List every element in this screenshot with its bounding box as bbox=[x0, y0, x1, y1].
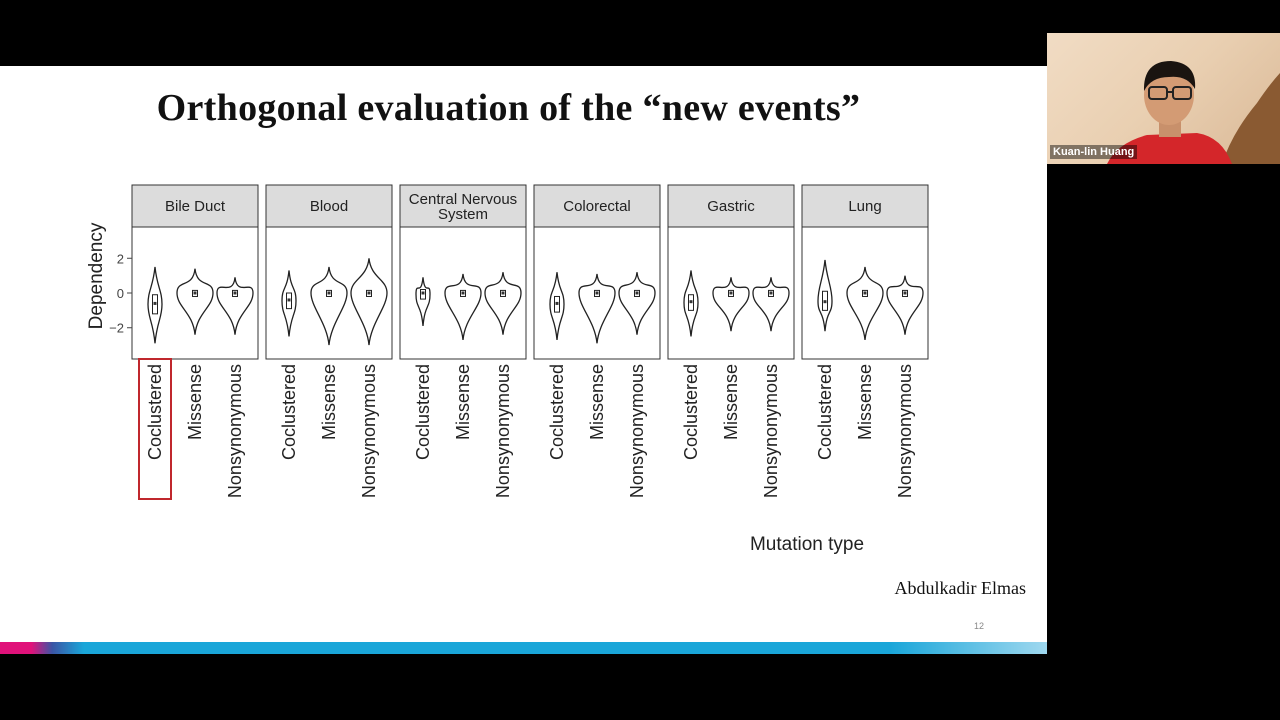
page-number: 12 bbox=[974, 621, 985, 631]
x-category-label: Nonsynonymous bbox=[359, 364, 379, 499]
facet-strip-label: Lung bbox=[848, 198, 882, 215]
violin-median-point bbox=[636, 292, 639, 295]
slide-bottom-bar bbox=[0, 642, 1047, 654]
x-category-label: Nonsynonymous bbox=[627, 364, 647, 499]
x-category-label: Missense bbox=[185, 364, 205, 441]
violin-median-point bbox=[904, 292, 907, 295]
violin-median-point bbox=[422, 292, 425, 295]
facet-panel bbox=[266, 185, 392, 359]
violin-median-point bbox=[234, 292, 237, 295]
facet-strip-label: Gastric bbox=[707, 198, 755, 215]
x-category-label: Coclustered bbox=[145, 364, 165, 461]
x-category-label: Nonsynonymous bbox=[225, 364, 245, 499]
x-category-labels bbox=[139, 359, 915, 499]
x-category-label: Coclustered bbox=[681, 364, 701, 461]
x-category-label: Nonsynonymous bbox=[895, 364, 915, 499]
violin-median-point bbox=[770, 292, 773, 295]
x-category-label: Missense bbox=[319, 364, 339, 441]
violin-median-point bbox=[556, 302, 559, 305]
violin-median-point bbox=[462, 292, 465, 295]
x-category-label: Missense bbox=[721, 364, 741, 441]
violin-median-point bbox=[730, 292, 733, 295]
x-category-label: Nonsynonymous bbox=[761, 364, 781, 499]
y-tick-label: 0 bbox=[116, 286, 124, 301]
violin-chart bbox=[0, 66, 1047, 654]
y-axis bbox=[109, 227, 132, 359]
x-category-label: Coclustered bbox=[279, 364, 299, 461]
participant-video-tile[interactable] bbox=[1047, 33, 1280, 164]
violin-median-point bbox=[596, 292, 599, 295]
slide bbox=[0, 66, 1047, 654]
violin-median-point bbox=[154, 302, 157, 305]
violin-median-point bbox=[690, 300, 693, 303]
violin-median-point bbox=[502, 292, 505, 295]
author-credit: Abdulkadir Elmas bbox=[894, 578, 1026, 598]
x-category-label: Missense bbox=[453, 364, 473, 441]
facet-panel bbox=[400, 185, 526, 359]
y-axis-label: Dependency bbox=[86, 222, 107, 330]
facet-panel bbox=[132, 185, 258, 359]
participant-name-label: Kuan-lin Huang bbox=[1050, 145, 1137, 159]
y-tick-label: −2 bbox=[109, 320, 124, 336]
violin-median-point bbox=[368, 292, 371, 295]
violin-median-point bbox=[328, 292, 331, 295]
x-category-label: Missense bbox=[587, 364, 607, 441]
chart-panels bbox=[132, 185, 928, 359]
x-category-label: Coclustered bbox=[547, 364, 567, 461]
x-category-label: Coclustered bbox=[413, 364, 433, 461]
facet-strip-label: Blood bbox=[309, 198, 349, 215]
facet-strip-label: Central Nervous System bbox=[408, 191, 518, 223]
x-category-label: Missense bbox=[855, 364, 875, 441]
facet-panel bbox=[534, 185, 660, 359]
violin-median-point bbox=[194, 292, 197, 295]
chair-back-shape bbox=[1222, 73, 1280, 164]
violin-median-point bbox=[824, 300, 827, 303]
facet-strip-label: Bile Duct bbox=[164, 198, 226, 215]
facet-panel bbox=[802, 185, 928, 359]
x-axis-label: Mutation type bbox=[749, 534, 865, 555]
x-category-label: Coclustered bbox=[815, 364, 835, 461]
violin-median-point bbox=[288, 298, 291, 301]
violin-median-point bbox=[864, 292, 867, 295]
y-tick-label: 2 bbox=[116, 251, 124, 267]
slide-title: Orthogonal evaluation of the “new events” bbox=[156, 87, 861, 129]
facet-panel bbox=[668, 185, 794, 359]
facet-strip-label: Colorectal bbox=[563, 198, 631, 215]
x-category-label: Nonsynonymous bbox=[493, 364, 513, 499]
